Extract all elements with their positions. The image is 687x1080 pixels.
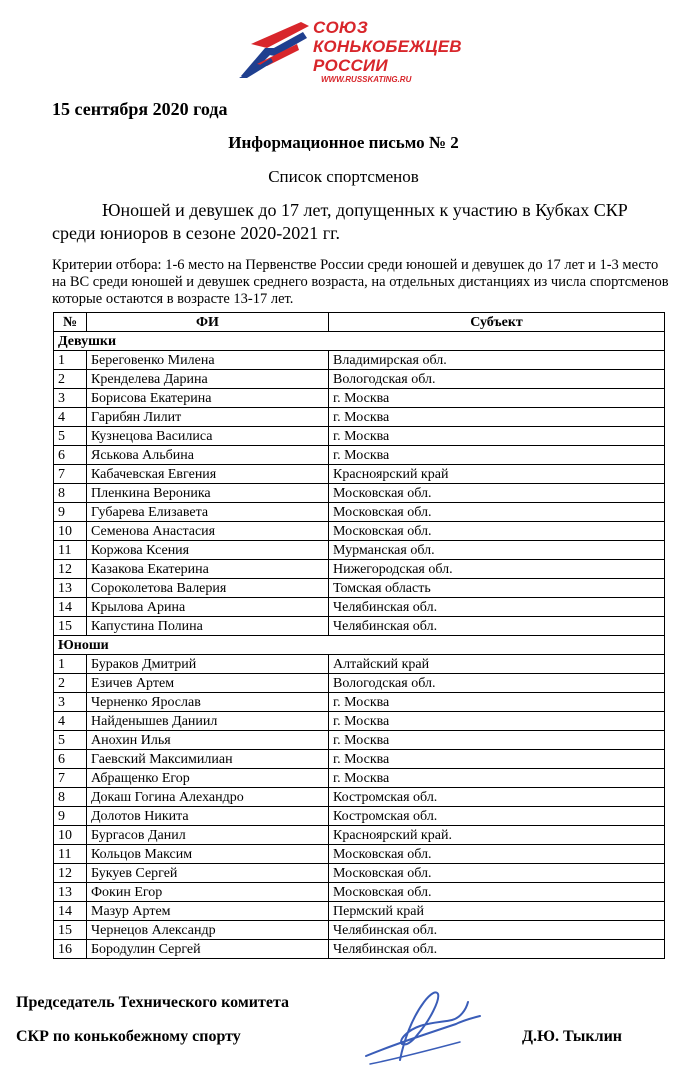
cell-athlete-name: Кренделева Дарина [87,370,329,389]
cell-number: 1 [54,351,87,370]
cell-number: 5 [54,427,87,446]
cell-athlete-name: Сороколетова Валерия [87,579,329,598]
cell-region: г. Москва [329,750,665,769]
table-row [54,484,665,503]
table-row [54,693,665,712]
skr-logo [237,16,493,86]
cell-number: 12 [54,560,87,579]
cell-number: 11 [54,541,87,560]
cell-athlete-name: Анохин Илья [87,731,329,750]
cell-number: 4 [54,408,87,427]
cell-number: 9 [54,503,87,522]
table-row [54,731,665,750]
group-label: Девушки [54,332,665,351]
cell-number: 1 [54,655,87,674]
cell-number: 13 [54,579,87,598]
table-row [54,351,665,370]
cell-region: Владимирская обл. [329,351,665,370]
table-row [54,408,665,427]
table-row [54,579,665,598]
letter-date: 15 сентября 2020 года [52,99,228,119]
table-row [54,503,665,522]
cell-region: г. Москва [329,712,665,731]
cell-athlete-name: Букуев Сергей [87,864,329,883]
cell-number: 10 [54,826,87,845]
cell-region: Московская обл. [329,883,665,902]
table-row [54,712,665,731]
cell-athlete-name: Черненко Ярослав [87,693,329,712]
table-row [54,427,665,446]
athletes-table [53,312,665,959]
table-row [54,807,665,826]
cell-region: Мурманская обл. [329,541,665,560]
cell-number: 6 [54,446,87,465]
table-row [54,389,665,408]
cell-region: Нижегородская обл. [329,560,665,579]
table-row [54,674,665,693]
table-row [54,940,665,959]
cell-number: 8 [54,788,87,807]
cell-region: г. Москва [329,693,665,712]
cell-number: 3 [54,693,87,712]
cell-region: Вологодская обл. [329,370,665,389]
table-row [54,465,665,484]
cell-region: Московская обл. [329,484,665,503]
cell-number: 9 [54,807,87,826]
cell-athlete-name: Докаш Гогина Алехандро [87,788,329,807]
cell-number: 5 [54,731,87,750]
cell-region: Красноярский край [329,465,665,484]
cell-region: Челябинская обл. [329,921,665,940]
cell-number: 15 [54,617,87,636]
cell-number: 10 [54,522,87,541]
table-row [54,522,665,541]
cell-number: 4 [54,712,87,731]
chair-name: Д.Ю. Тыклин [522,1028,623,1045]
table-row [54,446,665,465]
cell-athlete-name: Найденышев Даниил [87,712,329,731]
cell-athlete-name: Долотов Никита [87,807,329,826]
cell-number: 11 [54,845,87,864]
cell-region: Томская область [329,579,665,598]
table-row [54,617,665,636]
cell-region: г. Москва [329,446,665,465]
cell-number: 16 [54,940,87,959]
chair-title-line-1: Председатель Технического комитета [16,994,290,1011]
table-header-row [54,313,665,332]
letter-title: Информационное письмо № 2 [228,133,459,152]
cell-region: Алтайский край [329,655,665,674]
table-row [54,541,665,560]
cell-number: 12 [54,864,87,883]
cell-athlete-name: Бураков Дмитрий [87,655,329,674]
table-row [54,655,665,674]
cell-athlete-name: Кузнецова Василиса [87,427,329,446]
cell-region: Челябинская обл. [329,940,665,959]
skater-emblem-icon [237,18,317,80]
cell-athlete-name: Пленкина Вероника [87,484,329,503]
cell-athlete-name: Фокин Егор [87,883,329,902]
cell-athlete-name: Гарибян Лилит [87,408,329,427]
logo-line-3: РОССИИ [313,56,388,75]
column-header-region: Субъект [329,313,665,332]
cell-region: г. Москва [329,389,665,408]
logo-url: WWW.RUSSKATING.RU [321,75,412,84]
cell-region: г. Москва [329,408,665,427]
cell-number: 8 [54,484,87,503]
table-row [54,921,665,940]
cell-region: Вологодская обл. [329,674,665,693]
table-body [54,332,665,959]
cell-athlete-name: Коржова Ксения [87,541,329,560]
cell-region: Московская обл. [329,503,665,522]
cell-athlete-name: Бородулин Сергей [87,940,329,959]
table-row [54,560,665,579]
cell-athlete-name: Кабачевская Евгения [87,465,329,484]
logo-line-2: КОНЬКОБЕЖЦЕВ [313,37,462,56]
cell-athlete-name: Мазур Артем [87,902,329,921]
cell-athlete-name: Яськова Альбина [87,446,329,465]
cell-number: 15 [54,921,87,940]
list-subtitle [52,199,652,245]
table-row [54,750,665,769]
group-row [54,332,665,351]
cell-athlete-name: Езичев Артем [87,674,329,693]
cell-athlete-name: Семенова Анастасия [87,522,329,541]
table-row [54,883,665,902]
cell-athlete-name: Береговенко Милена [87,351,329,370]
logo-text [313,18,493,85]
cell-region: Костромская обл. [329,788,665,807]
group-row [54,636,665,655]
table-row [54,598,665,617]
table-row [54,370,665,389]
cell-number: 2 [54,674,87,693]
cell-athlete-name: Губарева Елизавета [87,503,329,522]
cell-region: Костромская обл. [329,807,665,826]
cell-region: Московская обл. [329,864,665,883]
cell-athlete-name: Казакова Екатерина [87,560,329,579]
cell-region: г. Москва [329,731,665,750]
cell-number: 14 [54,902,87,921]
subtitle-text: Юношей и девушек до 17 лет, допущенных к участию в Кубках СКР среди юниоров в сезоне 2020-2021 гг. [52,200,628,243]
cell-number: 3 [54,389,87,408]
cell-region: Челябинская обл. [329,617,665,636]
logo-line-1: СОЮЗ [313,18,368,37]
cell-athlete-name: Кольцов Максим [87,845,329,864]
cell-region: Челябинская обл. [329,598,665,617]
selection-criteria: Критерии отбора: 1-6 место на Первенстве России среди юношей и девушек до 17 лет и 1-3 место на ВС среди юношей и девушек среднего возраста, на отдельных дистанциях из числа спортсменов которые остаются в возрасте 13-17 лет. [52,257,669,307]
group-label: Юноши [54,636,665,655]
table-row [54,845,665,864]
column-header-number: № [54,313,87,332]
cell-region: г. Москва [329,427,665,446]
cell-athlete-name: Крылова Арина [87,598,329,617]
cell-region: Красноярский край. [329,826,665,845]
cell-athlete-name: Бургасов Данил [87,826,329,845]
cell-athlete-name: Абращенко Егор [87,769,329,788]
cell-number: 2 [54,370,87,389]
cell-number: 14 [54,598,87,617]
column-header-name: ФИ [87,313,329,332]
table-row [54,769,665,788]
cell-region: Московская обл. [329,522,665,541]
cell-number: 6 [54,750,87,769]
cell-number: 7 [54,465,87,484]
table-row [54,826,665,845]
cell-number: 7 [54,769,87,788]
table-row [54,788,665,807]
table-row [54,864,665,883]
cell-region: Пермский край [329,902,665,921]
list-title: Список спортсменов [268,167,419,186]
cell-athlete-name: Капустина Полина [87,617,329,636]
chair-title-line-2: СКР по конькобежному спорту [16,1028,241,1045]
cell-athlete-name: Чернецов Александр [87,921,329,940]
handwritten-signature-icon [360,980,490,1070]
cell-athlete-name: Борисова Екатерина [87,389,329,408]
table-row [54,902,665,921]
cell-number: 13 [54,883,87,902]
cell-region: Московская обл. [329,845,665,864]
cell-region: г. Москва [329,769,665,788]
cell-athlete-name: Гаевский Максимилиан [87,750,329,769]
